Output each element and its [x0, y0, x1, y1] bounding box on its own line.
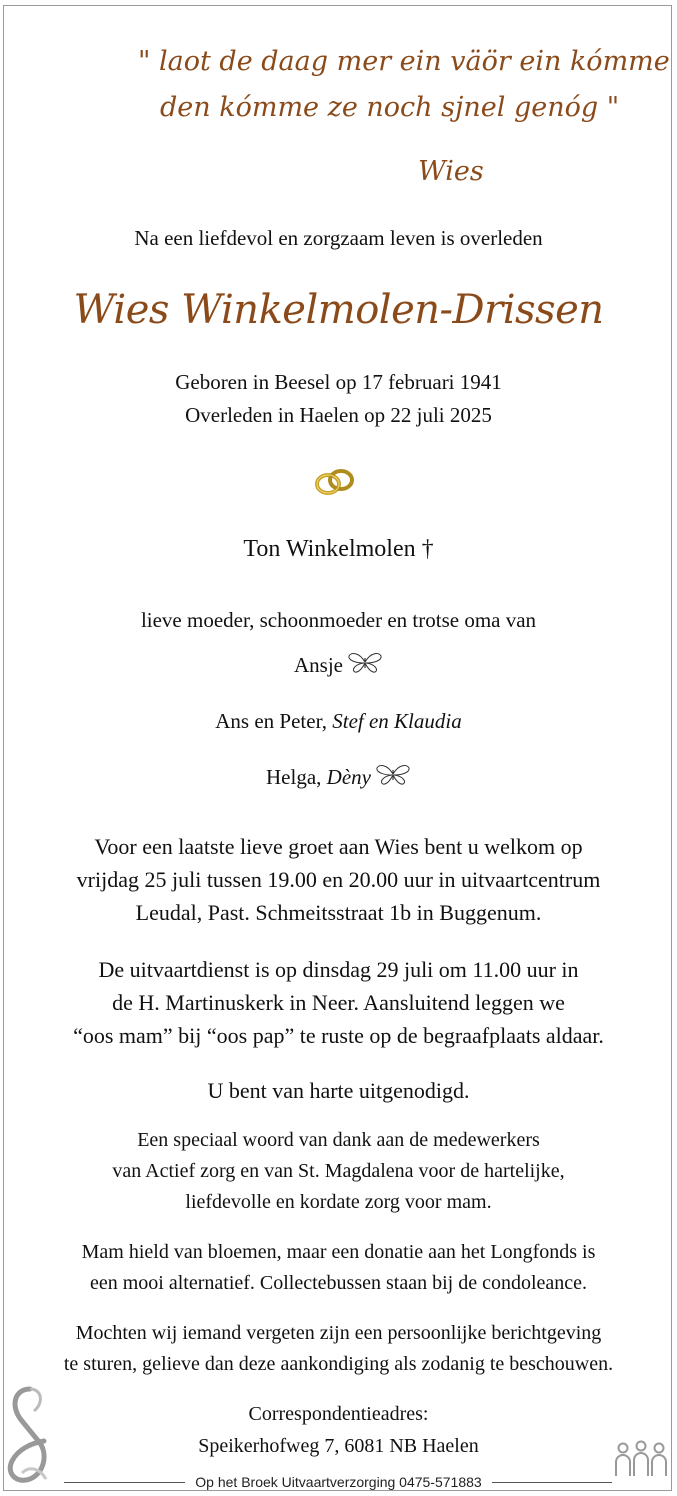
donation-line: Mam hield van bloemen, maar een donatie aan het Longfonds is — [81, 1241, 596, 1263]
correspondence-address: Speikerhofweg 7, 6081 NB Haelen — [198, 1435, 479, 1457]
donation-line: een mooi alternatief. Collectebussen staan bij de condoleance. — [89, 1272, 588, 1294]
family-line-3 — [0, 761, 677, 796]
service-paragraph — [0, 953, 677, 1052]
notice-line: te sturen, gelieve dan deze aankondiging als zodanig te beschouwen. — [63, 1353, 614, 1375]
family-names-italic: Stef en Klaudia — [332, 709, 462, 733]
butterfly-icon — [375, 762, 411, 796]
visitation-line: Leudal, Past. Schmeitsstraat 1b in Buggenum. — [135, 900, 542, 925]
family-line-1 — [0, 649, 677, 684]
family-name-deny: Dèny — [326, 765, 371, 789]
donation-paragraph — [0, 1237, 677, 1299]
visitation-line: vrijdag 25 juli tussen 19.00 en 20.00 uur in uitvaartcentrum — [76, 867, 601, 892]
visitation-line: Voor een laatste lieve groet aan Wies bent u welkom op — [94, 834, 583, 859]
family-name-helga: Helga, — [266, 765, 327, 789]
family-line-2 — [0, 705, 677, 738]
family-name-ansje: Ansje — [294, 653, 343, 677]
footer-text: Op het Broek Uitvaartverzorging 0475-571883 — [185, 1474, 491, 1490]
visitation-paragraph — [0, 830, 677, 929]
birth-line: Geboren in Beesel op 17 februari 1941 — [175, 370, 502, 394]
thanks-line: Een speciaal woord van dank aan de medewerkers — [137, 1129, 540, 1151]
correspondence-label: Correspondentieadres: — [248, 1403, 429, 1425]
footer-line — [0, 1473, 677, 1491]
intro-text: Na een liefdevol en zorgzaam leven is overleden — [134, 226, 543, 250]
quote-author: Wies — [418, 156, 484, 187]
thanks-paragraph — [0, 1125, 677, 1218]
death-line: Overleden in Haelen op 22 juli 2025 — [185, 403, 492, 427]
service-line: De uitvaartdienst is op dinsdag 29 juli om 11.00 uur in — [98, 957, 579, 982]
notice-line: Mochten wij iemand vergeten zijn een persoonlijke berichtgeving — [75, 1322, 602, 1344]
family-intro: lieve moeder, schoonmoeder en trotse oma van — [140, 608, 537, 632]
notice-paragraph — [0, 1318, 677, 1380]
thanks-line: liefdevolle en kordate zorg voor mam. — [185, 1191, 492, 1213]
deceased-name: Wies Winkelmolen-Drissen — [73, 287, 604, 333]
family-names-plain: Ans en Peter, — [215, 709, 333, 733]
quote-line-2: den kómme ze noch sjnel genóg " — [160, 92, 620, 123]
service-line: “oos mam” bij “oos pap” te ruste op de begraafplaats aldaar. — [73, 1023, 604, 1048]
correspondence-block — [0, 1398, 677, 1462]
service-line: de H. Martinuskerk in Neer. Aansluitend leggen we — [112, 990, 565, 1015]
wedding-rings-icon — [310, 462, 360, 502]
thanks-line: van Actief zorg en van St. Magdalena voor de hartelijke, — [112, 1160, 565, 1182]
quote-line-1: " laot de daag mer ein väör ein kómme — [138, 46, 670, 77]
invitation-text: U bent van harte uitgenodigd. — [207, 1078, 470, 1103]
spouse-name: Ton Winkelmolen † — [243, 536, 434, 562]
butterfly-icon — [347, 650, 383, 684]
